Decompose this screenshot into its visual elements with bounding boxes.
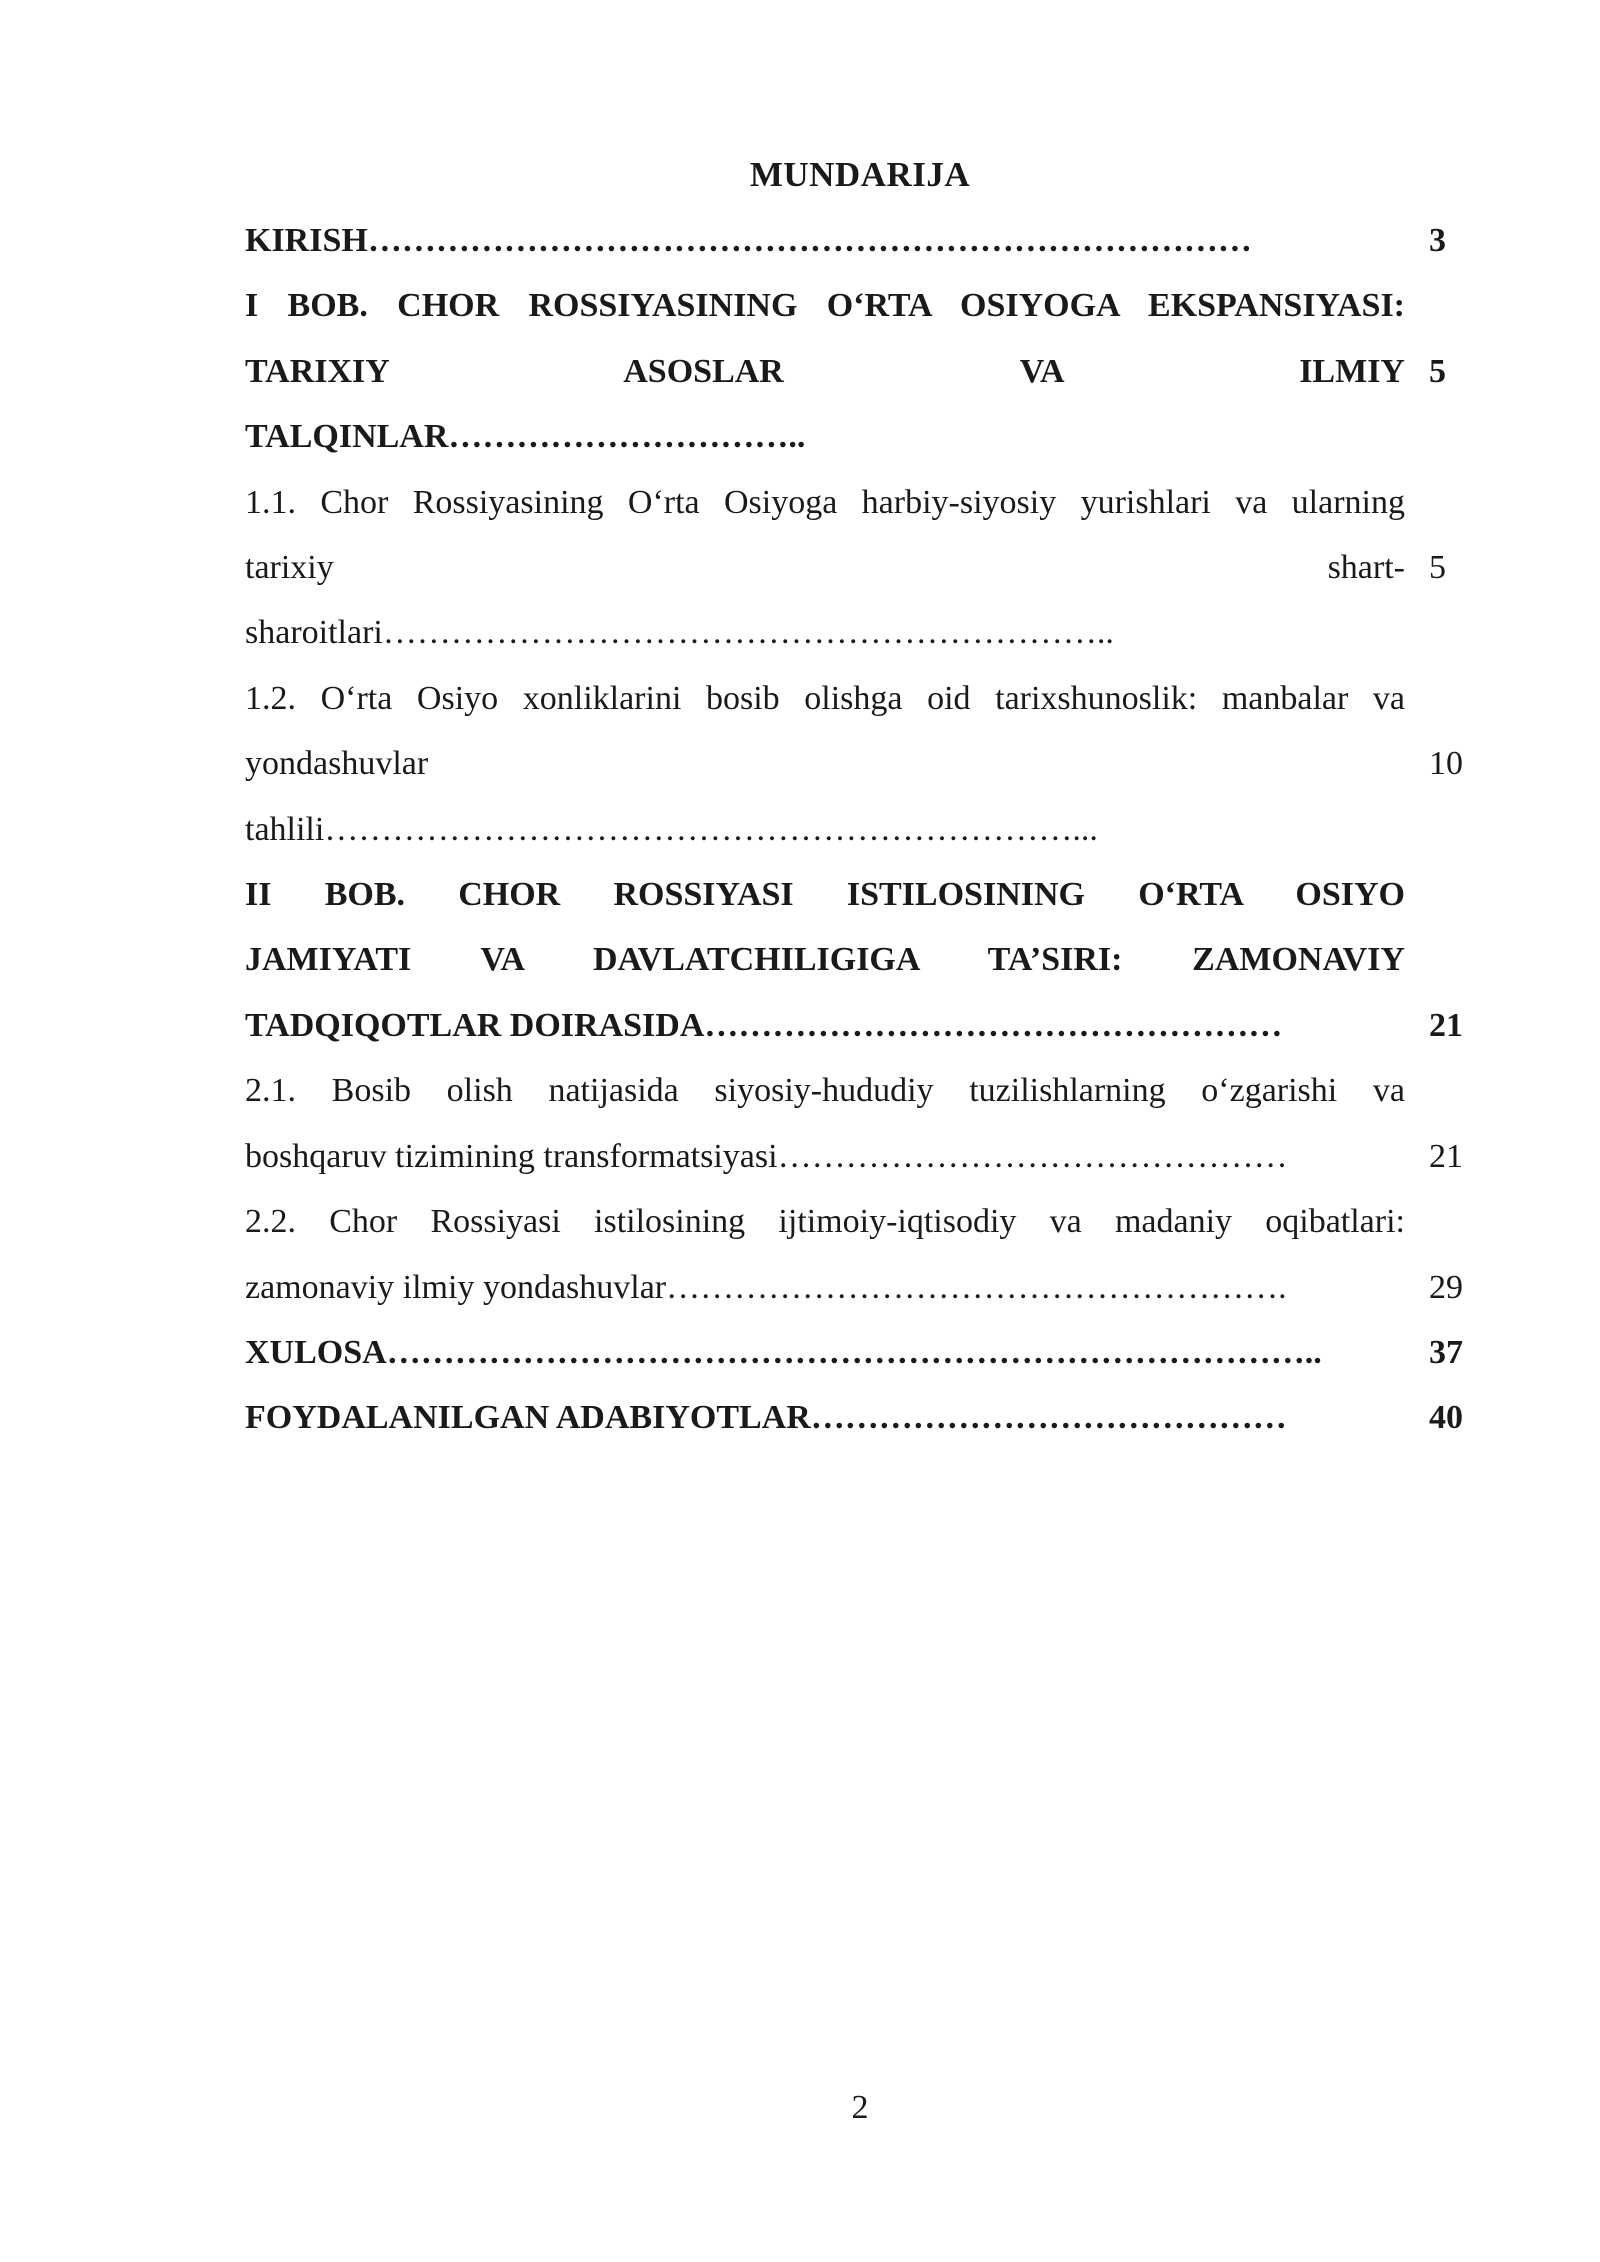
- toc-entry-kirish[interactable]: [245, 208, 1490, 273]
- toc-entry-text: [245, 1320, 1405, 1385]
- toc-page-number: 29: [1429, 1268, 1463, 1306]
- toc-entry-line: I BOB. CHOR ROSSIYASINING O‘RTA OSIYOGA EKSPANSIYASI:: [245, 287, 1405, 325]
- toc-entry-text: [245, 208, 1405, 273]
- toc-entry-line: 2.2. Chor Rossiyasi istilosining ijtimoiy-iqtisodiy va madaniy oqibatlari:: [245, 1203, 1405, 1241]
- table-of-contents: [245, 208, 1490, 1451]
- toc-entry-text: [245, 1385, 1405, 1450]
- toc-entry-text: [245, 666, 1405, 862]
- toc-entry-line: 1.2. O‘rta Osiyo xonliklarini bosib olishga oid tarixshunoslik: manbalar va: [245, 679, 1405, 717]
- toc-entry-line: XULOSA………………………………………………………………………..: [245, 1333, 1322, 1371]
- toc-entry-line: yondashuvlar: [245, 745, 429, 783]
- toc-entry-references[interactable]: [245, 1385, 1490, 1450]
- toc-entry-text: [245, 1189, 1405, 1320]
- toc-entry-line: boshqaruv tizimining transformatsiyasi………………………………………: [245, 1137, 1288, 1175]
- toc-page-number: 3: [1429, 222, 1446, 259]
- toc-title: MUNDARIJA: [749, 155, 971, 194]
- toc-entry-text: [245, 862, 1405, 1058]
- toc-entry-line: zamonaviy ilmiy yondashuvlar……………………………………………….: [245, 1268, 1287, 1306]
- toc-entry-chapter-1[interactable]: [245, 273, 1490, 469]
- toc-page-number: 40: [1429, 1399, 1463, 1437]
- toc-entry-section-1-1[interactable]: [245, 470, 1490, 666]
- page-number-footer: 2: [851, 2089, 869, 2126]
- toc-entry-text: [245, 470, 1405, 666]
- toc-entry-line: TARIXIY ASOSLAR VA ILMIY: [245, 352, 1405, 390]
- toc-page-number: 37: [1429, 1333, 1463, 1371]
- toc-entry-line: JAMIYATI VA DAVLATCHILIGIGA TA’SIRI: ZAMONAVIY: [245, 941, 1405, 979]
- toc-entry-line: FOYDALANILGAN ADABIYOTLAR……………………………………: [245, 1399, 1287, 1437]
- toc-entry-line: tarixiy shart-: [245, 549, 1405, 587]
- toc-entry-line: 1.1. Chor Rossiyasining O‘rta Osiyoga harbiy-siyosiy yurishlari va ularning: [245, 483, 1405, 521]
- toc-entry-xulosa[interactable]: [245, 1320, 1490, 1385]
- toc-entry-line: II BOB. CHOR ROSSIYASI ISTILOSINING O‘RTA OSIYO: [245, 876, 1405, 914]
- toc-entry-line: KIRISH……………………………………………………………………: [245, 222, 1252, 259]
- toc-entry-chapter-2[interactable]: [245, 862, 1490, 1058]
- toc-page-number: 5: [1429, 352, 1446, 390]
- toc-page-number: 5: [1429, 549, 1446, 587]
- toc-page-number: 21: [1429, 1137, 1463, 1175]
- toc-entry-line: tahlili…………………………………………………………...: [245, 810, 1098, 848]
- toc-page-number: 10: [1429, 745, 1463, 783]
- toc-entry-line: 2.1. Bosib olish natijasida siyosiy-hududiy tuzilishlarning o‘zgarishi va: [245, 1072, 1405, 1110]
- toc-entry-text: [245, 1058, 1405, 1189]
- toc-entry-section-2-2[interactable]: [245, 1189, 1490, 1320]
- toc-entry-text: [245, 273, 1405, 469]
- toc-entry-line: sharoitlari………………………………………………………..: [245, 614, 1114, 652]
- toc-entry-line: TALQINLAR…………………………..: [245, 418, 806, 456]
- toc-entry-line: TADQIQOTLAR DOIRASIDA……………………………………………: [245, 1006, 1283, 1044]
- toc-page-number: 21: [1429, 1006, 1463, 1044]
- toc-entry-section-2-1[interactable]: [245, 1058, 1490, 1189]
- toc-entry-section-1-2[interactable]: [245, 666, 1490, 862]
